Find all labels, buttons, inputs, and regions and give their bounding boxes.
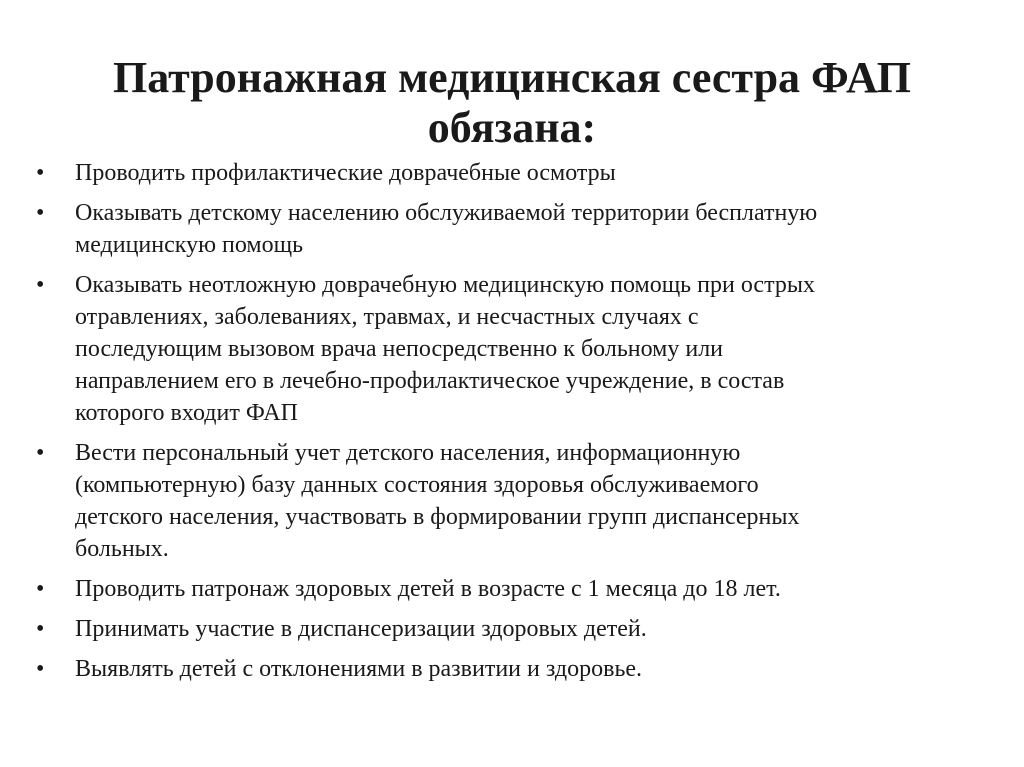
bullet-item-4 <box>36 437 976 565</box>
bullet-marker: • <box>36 656 45 682</box>
bullet-item-7 <box>36 653 976 685</box>
bullet-marker: • <box>36 616 45 642</box>
bullet-item-2 <box>36 197 976 261</box>
bullet-marker: • <box>36 440 45 466</box>
slide-title-line-2: обязана: <box>427 103 597 153</box>
bullet-item-6 <box>36 613 976 645</box>
bullet-marker: • <box>36 200 45 226</box>
slide-title-line-1: Патронажная медицинская сестра ФАП <box>113 53 911 103</box>
bullet-list <box>36 157 976 693</box>
bullet-3-line-4: направлением его в лечебно-профилактическое учреждение, в состав <box>75 368 785 394</box>
bullet-item-5 <box>36 573 976 605</box>
bullet-1-line-1: Проводить профилактические доврачебные осмотры <box>75 160 616 186</box>
bullet-4-line-2: (компьютерную) базу данных состояния здоровья обслуживаемого <box>75 472 759 498</box>
bullet-item-1 <box>36 157 976 189</box>
bullet-6-line-1: Принимать участие в диспансеризации здоровых детей. <box>75 616 647 642</box>
bullet-3-line-2: отравлениях, заболеваниях, травмах, и несчастных случаях с <box>75 304 699 330</box>
bullet-marker: • <box>36 160 45 186</box>
bullet-2-line-1: Оказывать детскому населению обслуживаемой территории бесплатную <box>75 200 818 226</box>
slide-title <box>40 53 984 153</box>
bullet-marker: • <box>36 576 45 602</box>
bullet-marker: • <box>36 272 45 298</box>
bullet-3-line-5: которого входит ФАП <box>75 400 298 426</box>
bullet-4-line-4: больных. <box>75 536 169 562</box>
bullet-2-line-2: медицинскую помощь <box>75 232 304 258</box>
bullet-3-line-3: последующим вызовом врача непосредственно к больному или <box>75 336 724 362</box>
bullet-4-line-3: детского населения, участвовать в формировании групп диспансерных <box>75 504 800 530</box>
bullet-5-line-1: Проводить патронаж здоровых детей в возрасте с 1 месяца до 18 лет. <box>75 576 781 602</box>
bullet-item-3 <box>36 269 976 429</box>
bullet-4-line-1: Вести персональный учет детского населения, информационную <box>75 440 741 466</box>
bullet-7-line-1: Выявлять детей с отклонениями в развитии и здоровье. <box>75 656 643 682</box>
bullet-3-line-1: Оказывать неотложную доврачебную медицинскую помощь при острых <box>75 272 815 298</box>
